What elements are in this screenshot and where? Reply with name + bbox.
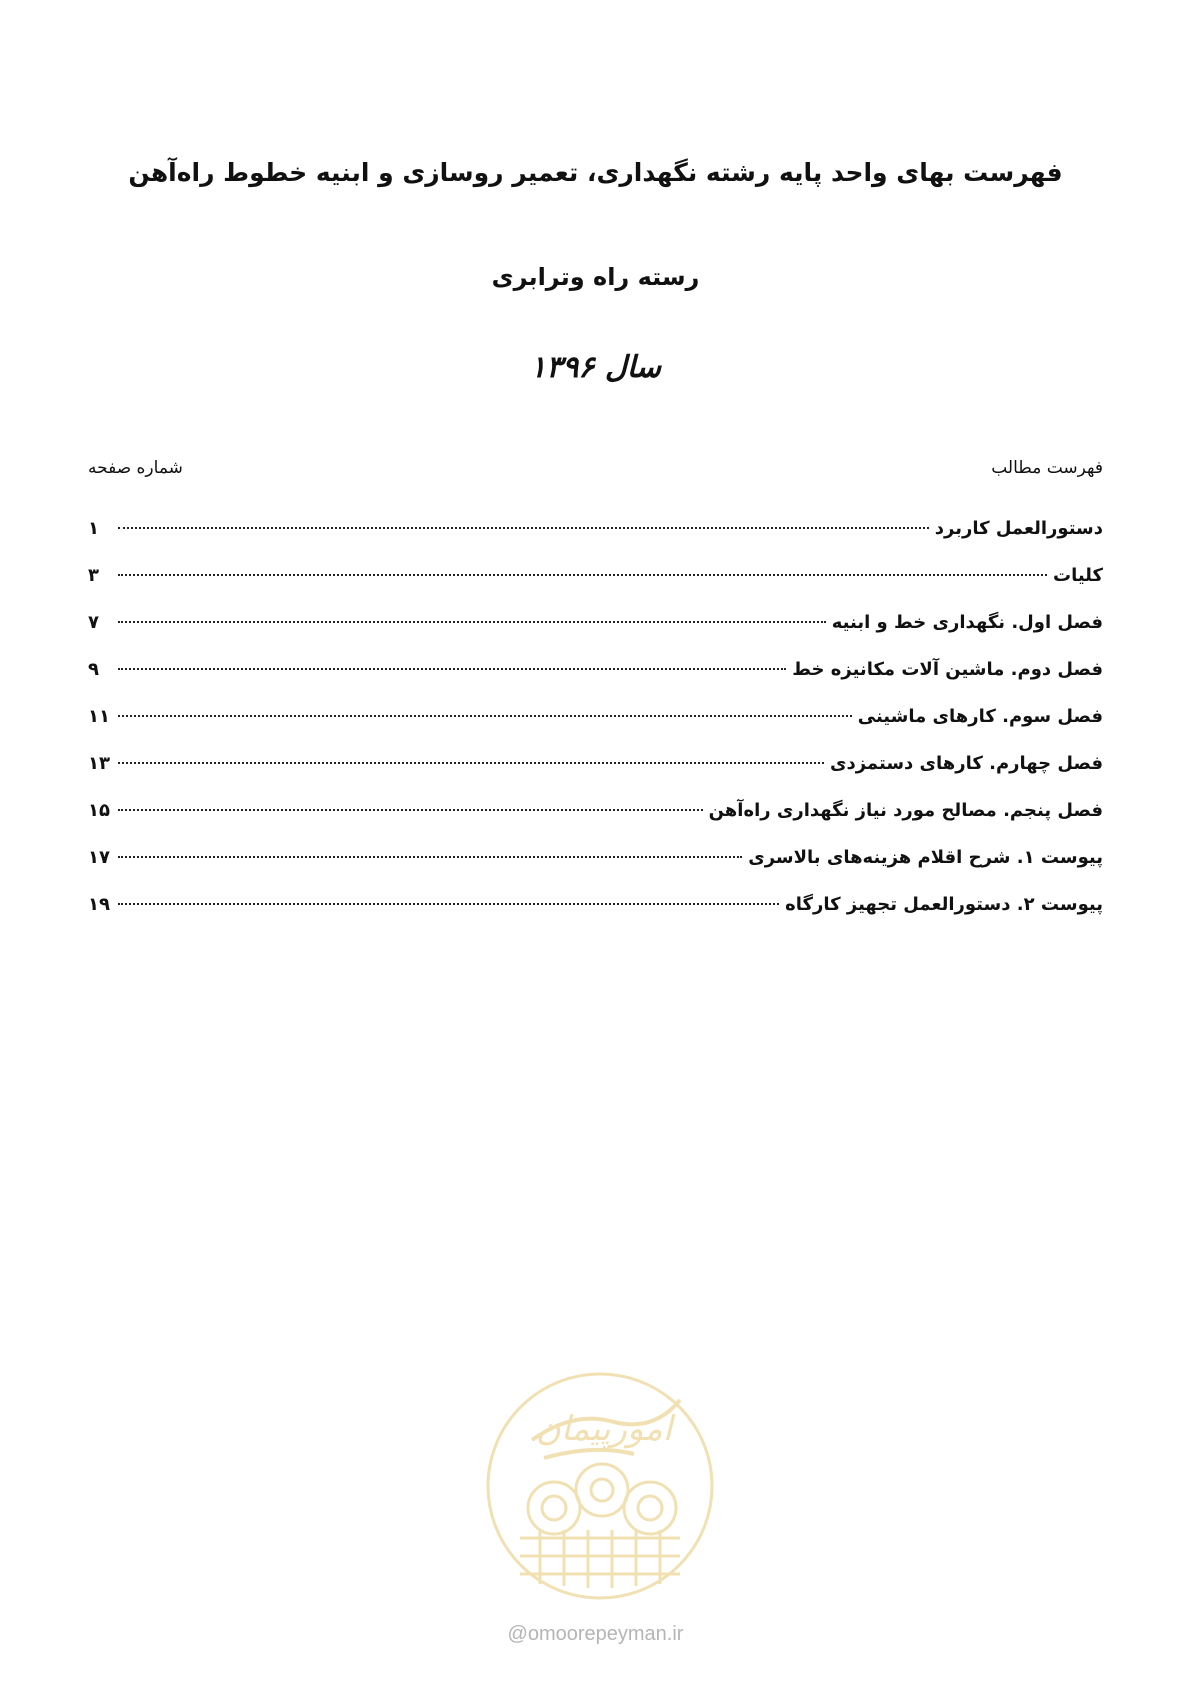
toc-page-heading: شماره صفحه bbox=[88, 458, 183, 478]
toc-item-leader bbox=[118, 621, 826, 623]
toc-item[interactable] bbox=[88, 612, 1103, 659]
toc-item-leader bbox=[118, 574, 1047, 576]
toc-item[interactable] bbox=[88, 659, 1103, 706]
toc-item[interactable] bbox=[88, 753, 1103, 800]
toc-item[interactable] bbox=[88, 706, 1103, 753]
toc-item[interactable] bbox=[88, 894, 1103, 941]
toc-item-page: ۹ bbox=[88, 659, 99, 680]
toc-item-title: فصل اول. نگهداری خط و ابنیه bbox=[831, 612, 1103, 633]
toc-item-title: فصل سوم. کارهای ماشینی bbox=[857, 706, 1103, 727]
toc-item-title: دستورالعمل کاربرد bbox=[934, 518, 1103, 539]
toc-item-page: ۳ bbox=[88, 565, 99, 586]
toc-item-title: کلیات bbox=[1052, 565, 1103, 586]
toc-item[interactable] bbox=[88, 847, 1103, 894]
toc-item[interactable] bbox=[88, 565, 1103, 612]
toc-item-title: فصل پنجم. مصالح مورد نیاز نگهداری راه‌آهن bbox=[708, 800, 1103, 821]
toc-item-page: ۱۹ bbox=[88, 894, 110, 915]
toc-item-leader bbox=[118, 903, 779, 905]
toc-item-leader bbox=[118, 668, 786, 670]
toc-header bbox=[88, 458, 1103, 478]
document-year: سال ۱۳۹۶ bbox=[530, 350, 661, 385]
toc-item-leader bbox=[118, 856, 742, 858]
watermark-logo-text: امورپیمان bbox=[535, 1409, 673, 1449]
toc-item-page: ۱۷ bbox=[88, 847, 110, 868]
toc-item-page: ۱ bbox=[88, 518, 99, 539]
toc-item-title: پیوست ۲. دستورالعمل تجهیز کارگاه bbox=[785, 894, 1103, 915]
toc-item-leader bbox=[118, 715, 852, 717]
toc-item[interactable] bbox=[88, 800, 1103, 847]
toc-item-leader bbox=[118, 527, 929, 529]
toc-item-page: ۱۱ bbox=[88, 706, 110, 727]
toc-item-page: ۱۳ bbox=[88, 753, 110, 774]
toc-item-page: ۷ bbox=[88, 612, 99, 633]
toc-item-title: فصل دوم. ماشین آلات مکانیزه خط bbox=[792, 659, 1103, 680]
toc-item-title: فصل چهارم. کارهای دستمزدی bbox=[829, 753, 1103, 774]
watermark-url: @omoorepeyman.ir bbox=[507, 1623, 684, 1645]
document-title: فهرست بهای واحد پایه رشته نگهداری، تعمیر روسازی و ابنیه خطوط راه‌آهن bbox=[128, 158, 1063, 187]
toc-item-leader bbox=[118, 762, 824, 764]
document-subtitle: رسته راه وترابری bbox=[491, 263, 700, 291]
watermark-logo-icon bbox=[484, 1370, 716, 1602]
toc-heading: فهرست مطالب bbox=[991, 458, 1103, 478]
toc-item-title: پیوست ۱. شرح اقلام هزینه‌های بالاسری bbox=[748, 847, 1103, 868]
toc-item-page: ۱۵ bbox=[88, 800, 110, 821]
toc-item-leader bbox=[118, 809, 703, 811]
toc-list bbox=[88, 518, 1103, 941]
toc-item[interactable] bbox=[88, 518, 1103, 565]
